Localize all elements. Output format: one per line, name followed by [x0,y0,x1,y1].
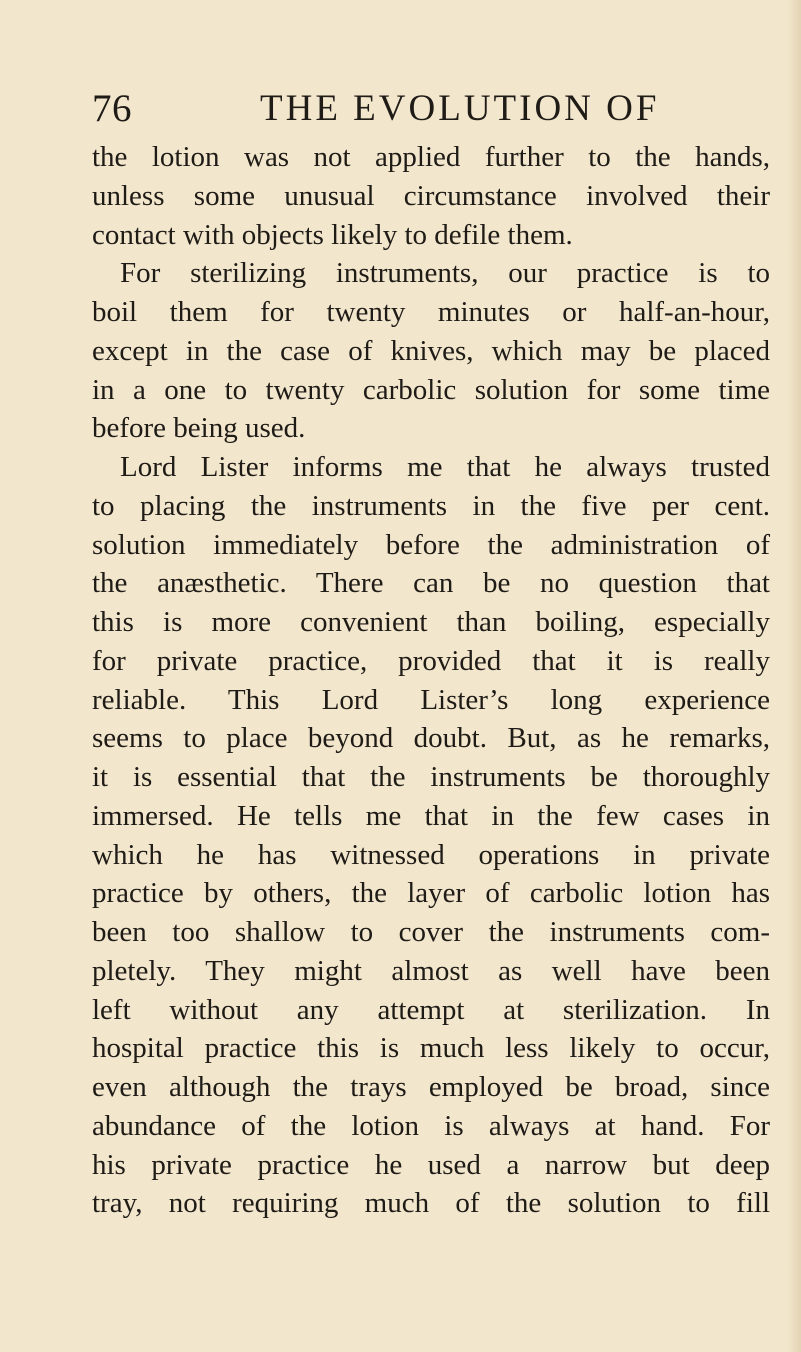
running-head [92,84,772,134]
text-line: even although the trays employed be broad, since [92,1071,770,1103]
text-line: unless some unusual circumstance involved their [92,179,770,212]
text-line: Lord Lister informs me that he always trusted [120,451,770,483]
text-line: pletely. They might almost as well have been [92,954,770,987]
text-line: the lotion was not applied further to the hands, [92,141,770,173]
page-number: 76 [92,87,132,130]
text-line: left without any attempt at sterilization. In [92,993,770,1026]
text-line: before being used. [92,412,306,445]
text-line: in a one to twenty carbolic solution for some time [92,373,770,406]
text-line: except in the case of knives, which may be placed [92,334,770,367]
text-line: tray, not requiring much of the solution to fill [92,1187,770,1220]
text-line: which he has witnessed operations in private [92,838,770,871]
text-line: the anæsthetic. There can be no question that [92,567,770,600]
text-line: boil them for twenty minutes or half-an-hour, [92,296,770,328]
text-line: for private practice, provided that it is really [92,644,770,677]
body-text [92,138,770,1223]
text-line: been too shallow to cover the instruments com- [92,916,770,948]
text-line: this is more convenient than boiling, especially [92,606,770,638]
text-line: seems to place beyond doubt. But, as he remarks, [92,722,770,755]
text-line: to placing the instruments in the five per cent. [92,489,770,522]
text-line: reliable. This Lord Lister’s long experience [92,683,770,716]
page-edge [787,0,801,1352]
text-line: it is essential that the instruments be thoroughly [92,761,770,793]
text-line: contact with objects likely to defile them. [92,218,573,251]
text-line: his private practice he used a narrow but deep [92,1148,770,1181]
running-title: THE EVOLUTION OF [260,88,660,129]
text-line: immersed. He tells me that in the few cases in [92,799,770,832]
text-line: solution immediately before the administration of [92,528,770,561]
text-line: hospital practice this is much less likely to occur, [92,1032,770,1065]
text-line: practice by others, the layer of carbolic lotion has [92,877,770,910]
text-line: For sterilizing instruments, our practice is to [120,257,770,290]
text-line: abundance of the lotion is always at hand. For [92,1109,770,1142]
